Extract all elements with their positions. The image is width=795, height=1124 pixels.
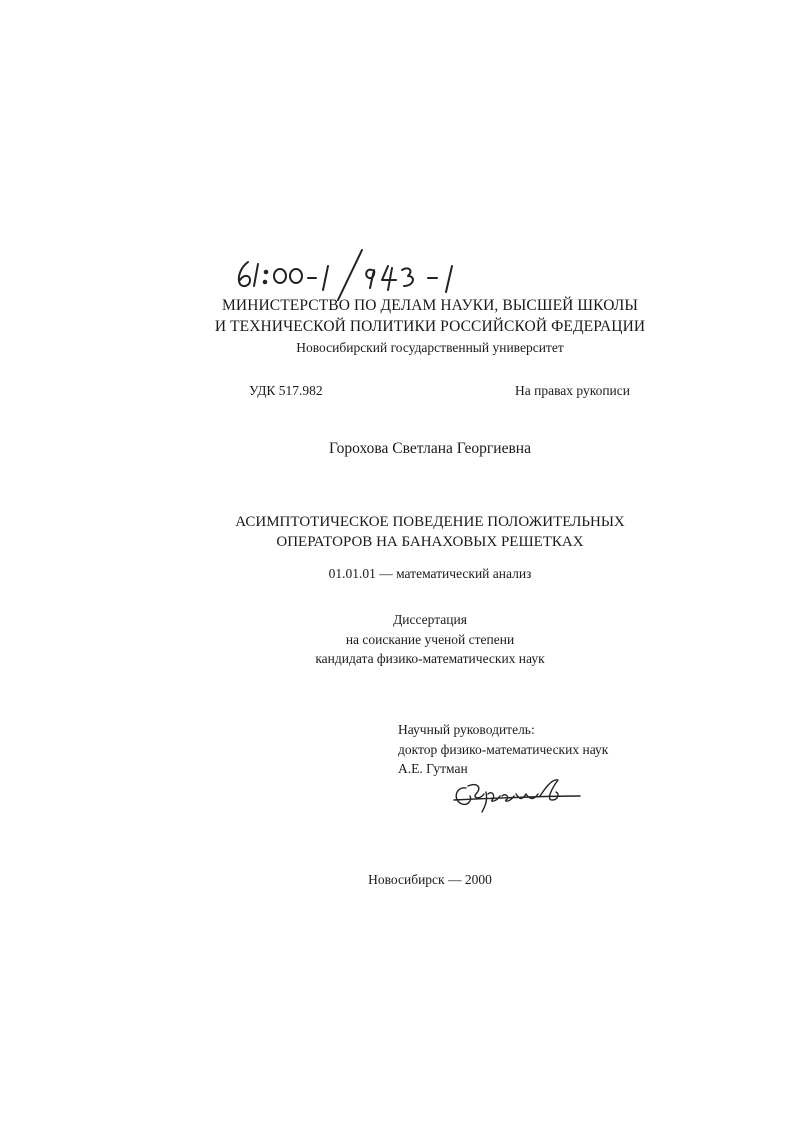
city-and-year: Новосибирск — 2000 bbox=[368, 872, 492, 887]
handwritten-registration-number bbox=[232, 248, 482, 302]
thesis-title-line-1: АСИМПТОТИЧЕСКОЕ ПОВЕДЕНИЕ ПОЛОЖИТЕЛЬНЫХ bbox=[235, 514, 625, 530]
degree-purpose: на соискание ученой степени bbox=[345, 632, 515, 647]
handwritten-signature bbox=[448, 774, 588, 814]
advisor-name: А.Е. Гутман bbox=[398, 761, 468, 776]
author-name: Горохова Светлана Георгиевна bbox=[329, 440, 531, 457]
specialty-code: 01.01.01 — математический анализ bbox=[328, 566, 532, 581]
thesis-title-line-2: ОПЕРАТОРОВ НА БАНАХОВЫХ РЕШЕТКАХ bbox=[276, 534, 584, 550]
dissertation-label: Диссертация bbox=[393, 612, 467, 627]
advisor-label: Научный руководитель: bbox=[398, 722, 535, 737]
ministry-line-1: МИНИСТЕРСТВО ПО ДЕЛАМ НАУКИ, ВЫСШЕЙ ШКОЛЫ bbox=[222, 297, 638, 314]
ministry-line-2: И ТЕХНИЧЕСКОЙ ПОЛИТИКИ РОССИЙСКОЙ ФЕДЕРАЦИИ bbox=[214, 318, 646, 335]
manuscript-rights-note: На правах рукописи bbox=[514, 383, 630, 398]
advisor-degree: доктор физико-математических наук bbox=[398, 742, 609, 757]
university-name: Новосибирский государственный университет bbox=[296, 340, 564, 355]
degree-name: кандидата физико-математических наук bbox=[315, 651, 545, 666]
udk-code: УДК 517.982 bbox=[249, 383, 323, 398]
